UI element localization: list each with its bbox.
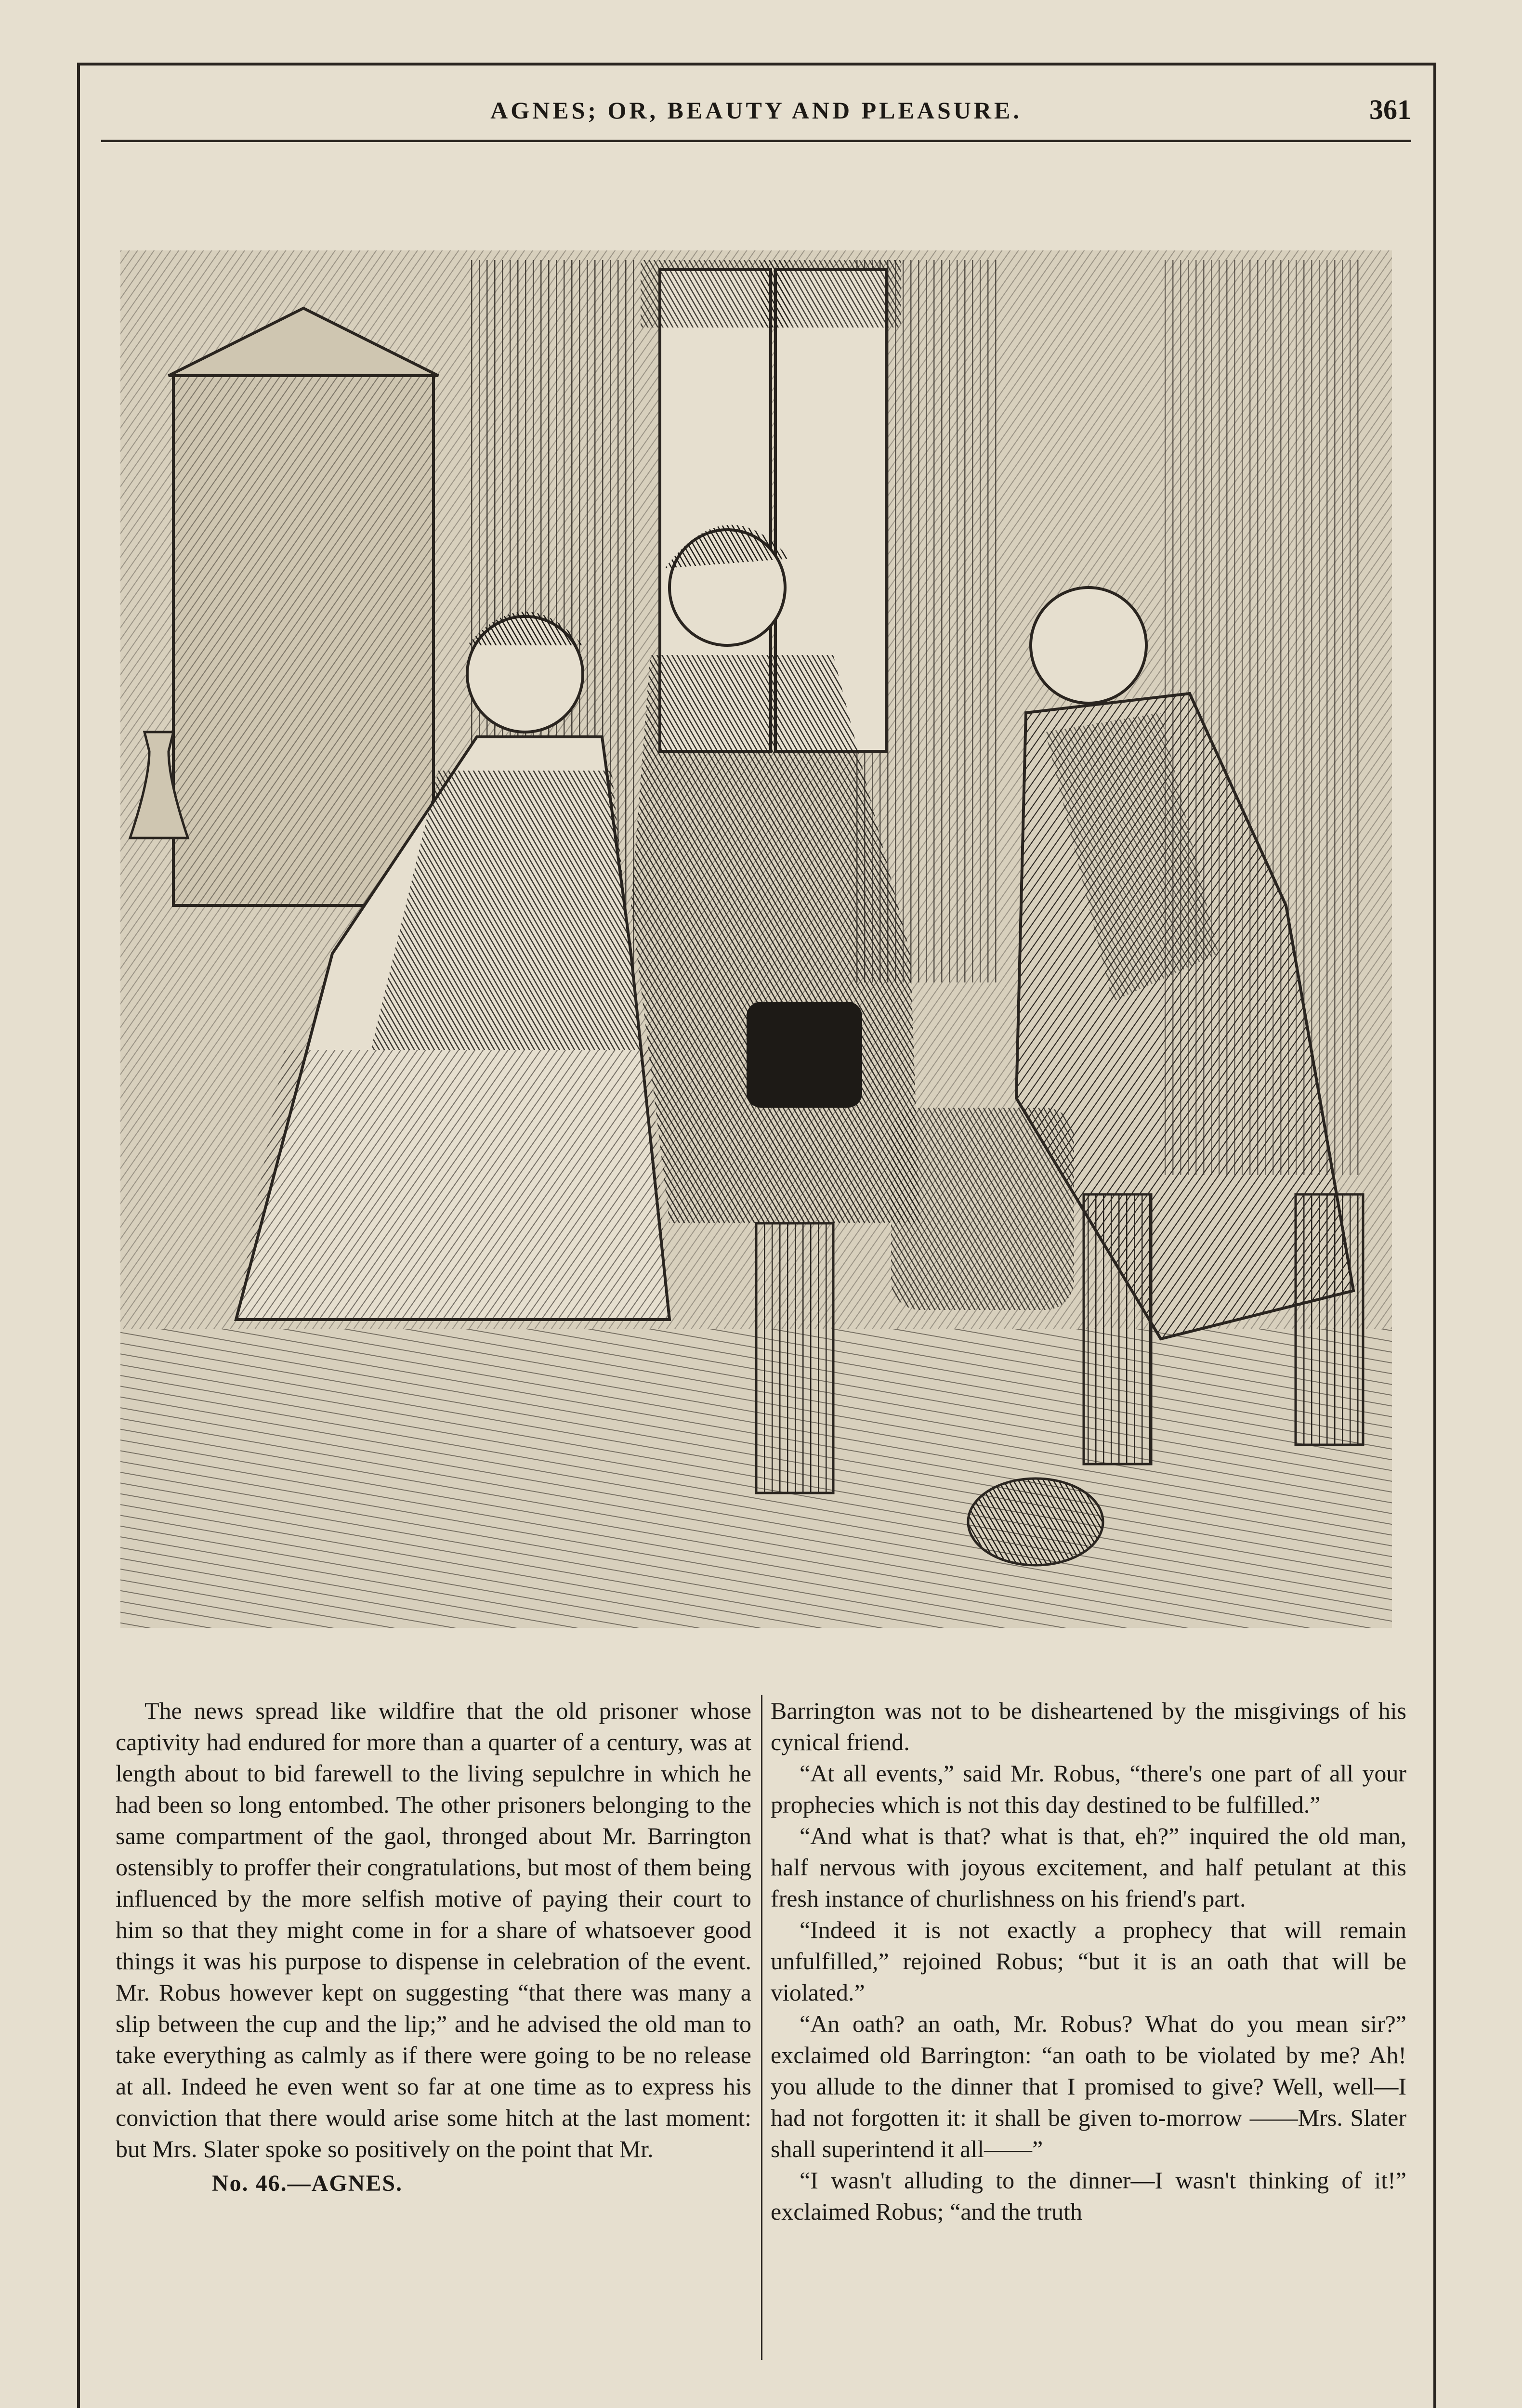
signature-mark: No. 46.—AGNES. xyxy=(212,2171,403,2196)
paragraph: “Indeed it is not exactly a prophecy that will remain unfulfilled,” rejoined Robus; “but it is an oath that will be violated.” xyxy=(771,1916,1406,2006)
page-number: 361 xyxy=(1369,94,1411,125)
paragraph: “I wasn't alluding to the dinner—I wasn't thinking of it!” exclaimed Robus; “and the truth xyxy=(771,2167,1406,2225)
column-divider xyxy=(761,1695,762,2360)
running-head xyxy=(101,96,1411,135)
paragraph: “An oath? an oath, Mr. Robus? What do you mean sir?” exclaimed old Barrington: “an oath to be violated by me? Ah! you allude to the dinner that I promised to give? Well, well—I had not forgotten it: it shall be given to-morrow ——Mrs. Slater shall superintend it all——” xyxy=(771,2010,1406,2162)
engraving-illustration xyxy=(101,231,1411,1652)
paragraph: “At all events,” said Mr. Robus, “there's one part of all your prophecies which is not this day destined to be fulfilled.” xyxy=(771,1760,1406,1818)
text-column-right xyxy=(771,1695,1406,2227)
header-rule xyxy=(101,140,1411,142)
article-text xyxy=(116,1695,1406,2379)
text-column-left xyxy=(116,1695,751,2199)
paragraph: The news spread like wildfire that the old prisoner whose captivity had endured for more than a quarter of a century, was at length about to bid farewell to the living sepulchre in which he had been so long entombed. The other prisoners belonging to the same compartment of the gaol, thronged about Mr. Barrington ostensibly to proffer their congratulations, but most of them being influenced by the more selfish motive of paying their court to him so that they might come in for a share of whatsoever good things it was his purpose to dispense in celebration of the event. Mr. Robus however kept on suggesting “that there was many a slip between the cup and the lip;” and he advised the old man to take everything as calmly as if there were going to be no release at all. Indeed he even went so far at one time as to express his conviction that there would arise some hitch at the last moment: but Mrs. Slater spoke so positively on the point that Mr. xyxy=(116,1697,751,2162)
running-title: AGNES; OR, BEAUTY AND PLEASURE. xyxy=(490,97,1022,124)
paragraph: “And what is that? what is that, eh?” inquired the old man, half nervous with joyous excitement, and half petulant at this fresh instance of churlishness on his friend's part. xyxy=(771,1822,1406,1912)
engraving-scene-icon xyxy=(101,231,1411,1652)
paragraph: Barrington was not to be disheartened by the misgivings of his cynical friend. xyxy=(771,1697,1406,1755)
